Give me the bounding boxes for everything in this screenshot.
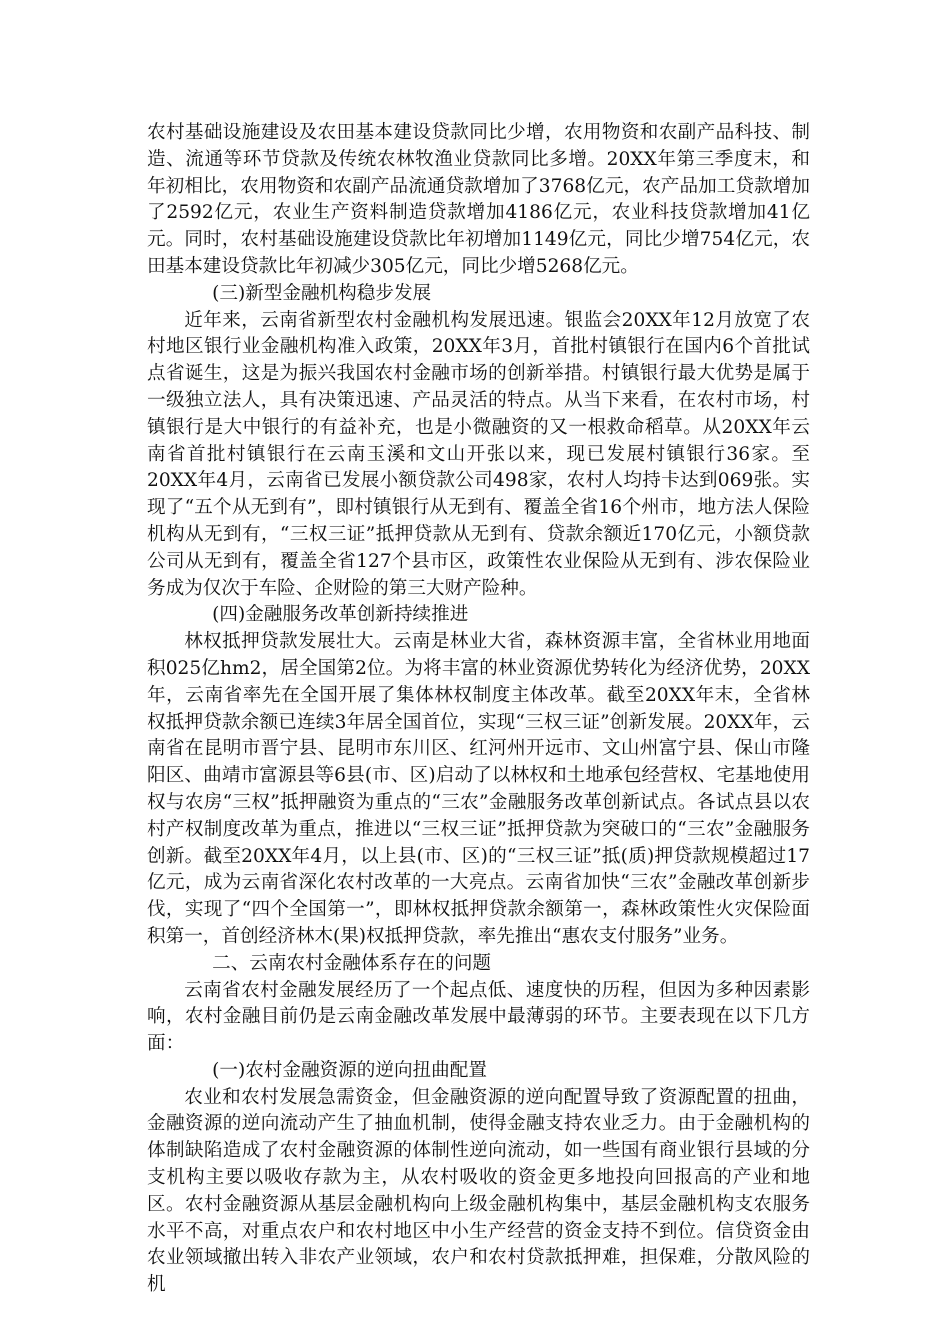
document-page — [147, 120, 810, 1299]
paragraph-new-financial-institutions: 近年来，云南省新型农村金融机构发展迅速。银监会20XX年12月放宽了农村地区银行业金融机构准入政策，20XX年3月，首批村镇银行在国内6个首批试点省诞生，这是为振兴我国农村金融市场的创新举措。村镇银行最大优势是属于一级独立法人，具有决策迅速、产品灵活的特点。从当下来看，在农村市场，村镇银行是大中银行的有益补充，也是小微融资的又一根救命稻草。从20XX年云南省首批村镇银行在云南玉溪和文山开张以来，现已发展村镇银行36家。至20XX年4月，云南省已发展小额贷款公司498家，农村人均持卡达到069张。实现了“五个从无到有”，即村镇银行从无到有、覆盖全省16个州市，地方法人保险机构从无到有，“三权三证”抵押贷款从无到有、贷款余额近170亿元，小额贷款公司从无到有，覆盖全省127个县市区，政策性农业保险从无到有、涉农保险业务成为仅次于车险、企财险的第三大财产险种。 — [147, 309, 810, 599]
section-heading-service-reform: (四)金融服务改革创新持续推进 — [212, 604, 469, 626]
paragraph-forest-rights-loans: 林权抵押贷款发展壮大。云南是林业大省，森林资源丰富，全省林业用地面积025亿hm2，居全国第2位。为将丰富的林业资源优势转化为经济优势，20XX年，云南省率先在全国开展了集体林权制度主体改革。截至20XX年末，全省林权抵押贷款余额已连续3年居全国首位，实现“三权三证”创新发展。20XX年，云南省在昆明市晋宁县、昆明市东川区、红河州开远市、文山州富宁县、保山市隆阳区、曲靖市富源县等6县(市、区)启动了以林权和土地承包经营权、宅基地使用权与农房“三权”抵押融资为重点的“三农”金融服务改革创新试点。各试点县以农村产权制度改革为重点，推进以“三权三证”抵押贷款为突破口的“三农”金融服务创新。截至20XX年4月，以上县(市、区)的“三权三证”抵(质)押贷款规模超过17亿元，成为云南省深化农村改革的一大亮点。云南省加快“三农”金融改革创新步伐，实现了“四个全国第一”，即林权抵押贷款余额第一，森林政策性火灾保险面积第一，首创经济林木(果)权抵押贷款，率先推出“惠农支付服务”业务。 — [147, 631, 810, 947]
paragraph-problems-intro: 云南省农村金融发展经历了一个起点低、速度快的历程，但因为多种因素影响，农村金融目前仍是云南金融改革发展中最薄弱的环节。主要表现在以下几方面： — [147, 979, 810, 1055]
section-heading-reverse-allocation: (一)农村金融资源的逆向扭曲配置 — [212, 1059, 487, 1081]
section-heading-new-financial-institutions: (三)新型金融机构稳步发展 — [212, 282, 432, 304]
paragraph-reverse-allocation: 农业和农村发展急需资金，但金融资源的逆向配置导致了资源配置的扭曲，金融资源的逆向流动产生了抽血机制，使得金融支持农业乏力。由于金融机构的体制缺陷造成了农村金融资源的体制性逆向流动，如一些国有商业银行县域的分支机构主要以吸收存款为主，从农村吸收的资金更多地投向回报高的产业和地区。农村金融资源从基层金融机构向上级金融机构集中，基层金融机构支农服务水平不高，对重点农户和农村地区中小生产经营的资金支持不到位。信贷资金由农业领域撤出转入非农产业领域，农户和农村贷款抵押难，担保难，分散风险的机 — [147, 1086, 810, 1296]
paragraph-rural-infrastructure-loans: 农村基础设施建设及农田基本建设贷款同比少增，农用物资和农副产品科技、制造、流通等环节贷款及传统农林牧渔业贷款同比多增。20XX年第三季度末，和年初相比，农用物资和农副产品流通贷款增加了3768亿元，农产品加工贷款增加了2592亿元，农业生产资料制造贷款增加4186亿元，农业科技贷款增加41亿元。同时，农村基础设施建设贷款比年初增加1149亿元，同比少增754亿元，农田基本建设贷款比年初减少305亿元，同比少增5268亿元。 — [147, 122, 810, 277]
section-heading-problems: 二、云南农村金融体系存在的问题 — [212, 952, 492, 974]
